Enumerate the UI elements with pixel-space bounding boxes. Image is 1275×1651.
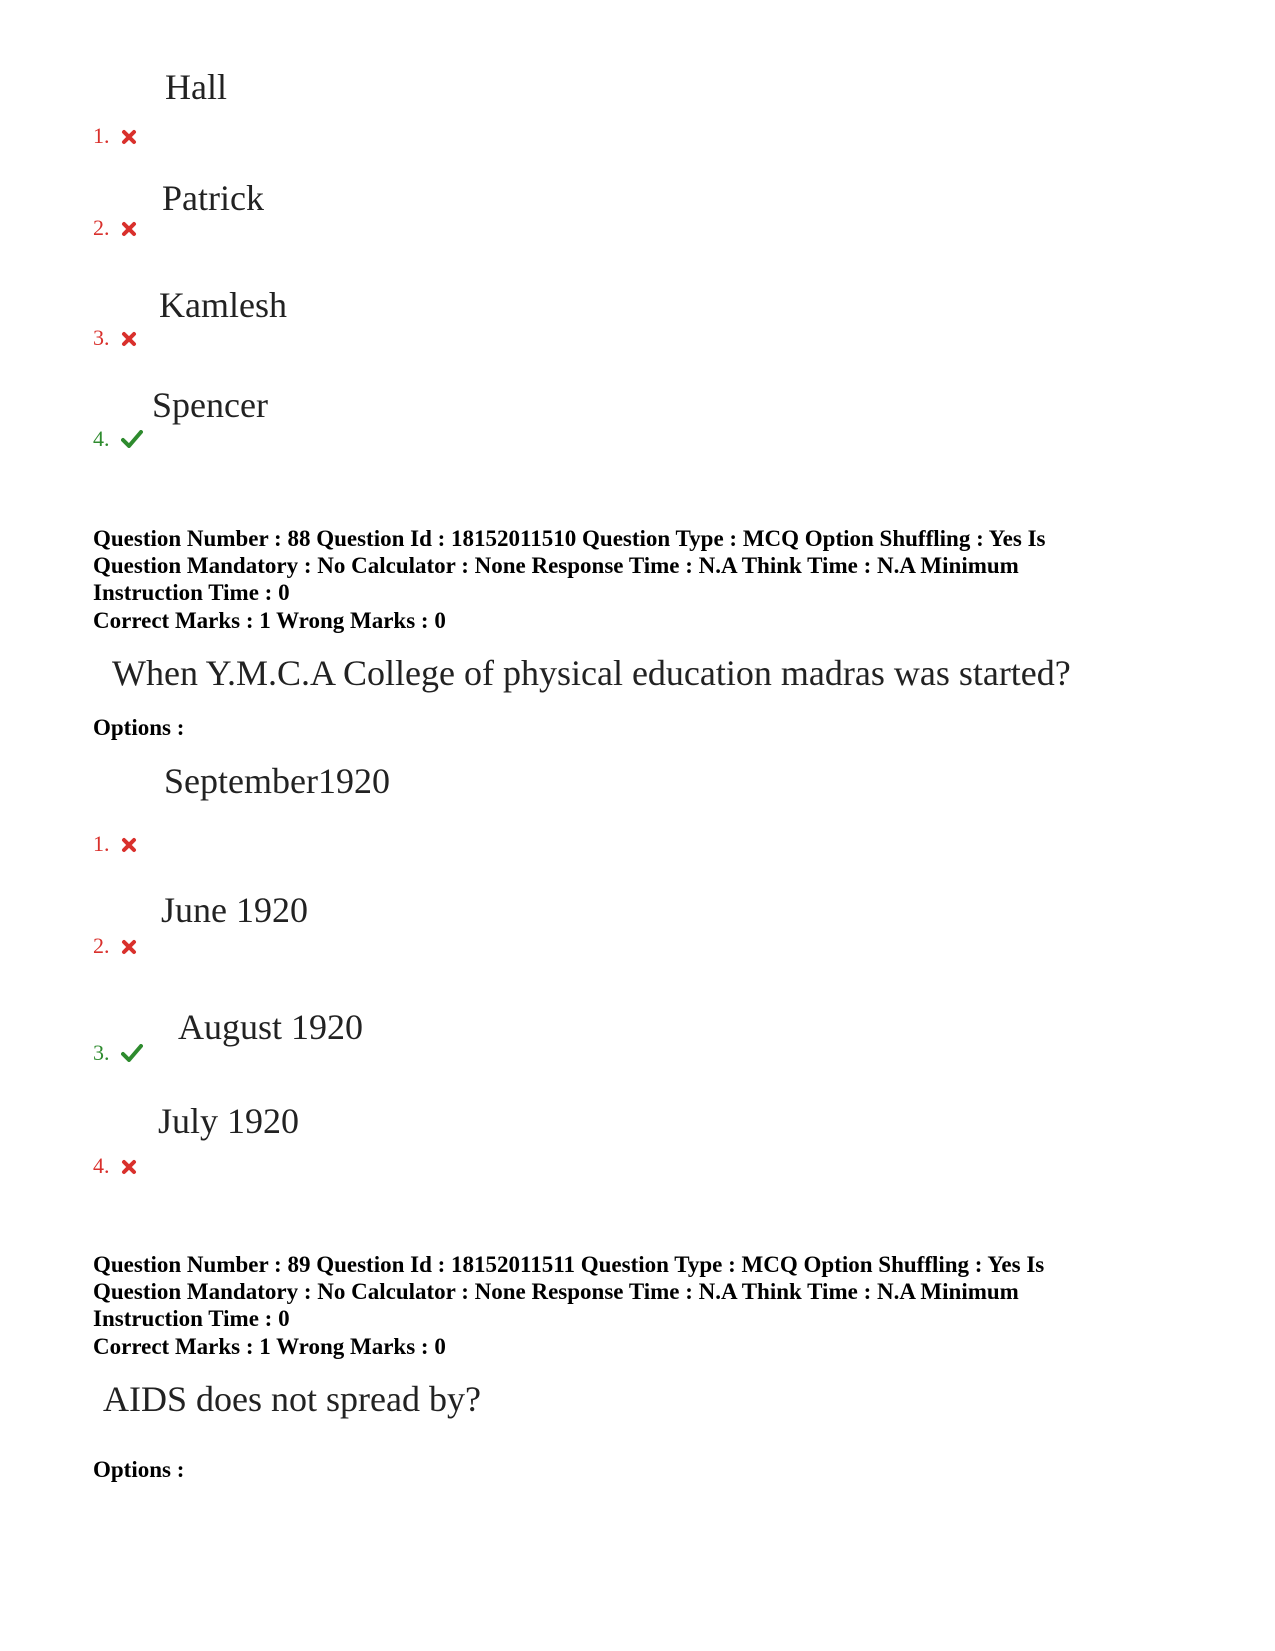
option-number-label: 2.	[93, 933, 110, 958]
question-meta-line: Question Number : 89 Question Id : 18152011511 Question Type : MCQ Option Shuffling : Yes Is	[93, 1252, 1045, 1277]
option-number	[93, 123, 137, 151]
cross-icon	[121, 125, 137, 151]
option-text: August 1920	[178, 1007, 364, 1047]
question-meta-line: Instruction Time : 0	[93, 580, 290, 605]
question-meta-line: Instruction Time : 0	[93, 1306, 290, 1331]
question-meta-line: Question Mandatory : No Calculator : None Response Time : N.A Think Time : N.A Minimum	[93, 553, 1019, 578]
options-label: Options :	[93, 1457, 185, 1482]
option-text: September1920	[164, 761, 390, 801]
option-number	[93, 215, 137, 243]
check-icon	[121, 1042, 143, 1068]
option-text: Hall	[165, 67, 227, 107]
option-text: June 1920	[161, 890, 308, 930]
cross-icon	[121, 327, 137, 353]
cross-icon	[121, 1155, 137, 1181]
option-text: Spencer	[152, 385, 268, 425]
option-number-label: 3.	[93, 1040, 110, 1065]
question-text: AIDS does not spread by?	[103, 1379, 481, 1419]
option-number-label: 4.	[93, 1153, 110, 1178]
option-number	[93, 1153, 137, 1181]
question-text: When Y.M.C.A College of physical education madras was started?	[112, 653, 1071, 693]
option-number	[93, 426, 143, 454]
option-text: July 1920	[158, 1101, 300, 1141]
option-number	[93, 933, 137, 961]
option-number	[93, 1040, 143, 1068]
question-meta	[93, 525, 1183, 606]
option-text: Patrick	[162, 178, 264, 218]
option-number-label: 3.	[93, 325, 110, 350]
question-meta-line: Question Number : 88 Question Id : 18152011510 Question Type : MCQ Option Shuffling : Yes Is	[93, 526, 1046, 551]
check-icon	[121, 428, 143, 454]
options-label: Options :	[93, 715, 185, 740]
option-number-label: 1.	[93, 831, 110, 856]
option-text: Kamlesh	[159, 285, 287, 325]
option-number	[93, 831, 137, 859]
option-number	[93, 325, 137, 353]
option-number-label: 2.	[93, 215, 110, 240]
cross-icon	[121, 833, 137, 859]
marks-info: Correct Marks : 1 Wrong Marks : 0	[93, 608, 446, 633]
question-meta	[93, 1251, 1183, 1332]
option-number-label: 1.	[93, 123, 110, 148]
cross-icon	[121, 935, 137, 961]
cross-icon	[121, 217, 137, 243]
question-meta-line: Question Mandatory : No Calculator : None Response Time : N.A Think Time : N.A Minimum	[93, 1279, 1019, 1304]
option-number-label: 4.	[93, 426, 110, 451]
marks-info: Correct Marks : 1 Wrong Marks : 0	[93, 1334, 446, 1359]
